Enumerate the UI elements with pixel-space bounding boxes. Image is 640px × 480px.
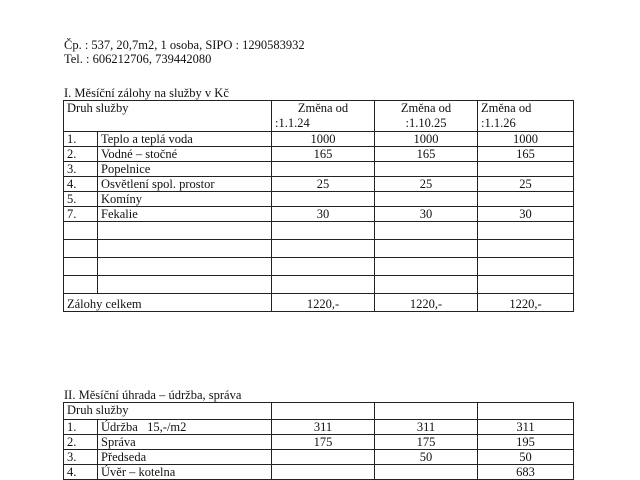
total-label: Zálohy celkem — [64, 294, 272, 312]
header-address-line: Čp. : 537, 20,7m2, 1 osoba, SIPO : 1290583932 — [64, 38, 305, 52]
row-service-name — [98, 222, 272, 240]
advance-payments-table — [63, 100, 574, 312]
row-value — [375, 258, 478, 276]
row-value: 1000 — [375, 132, 478, 147]
row-index: 4. — [64, 465, 98, 480]
table-row — [64, 177, 574, 192]
row-value — [478, 276, 574, 294]
row-value — [478, 258, 574, 276]
header-phone-line: Tel. : 606212706, 739442080 — [64, 52, 212, 66]
row-service-name: Osvětlení spol. prostor — [98, 177, 272, 192]
row-index: 1. — [64, 132, 98, 147]
total-value: 1220,- — [272, 294, 375, 312]
table-row — [64, 465, 574, 480]
row-value: 50 — [375, 450, 478, 465]
table-row — [64, 192, 574, 207]
column-header-change-1: Změna od :1.1.24 — [272, 101, 375, 132]
row-value — [375, 465, 478, 480]
column-header-empty — [478, 403, 574, 420]
column-header-empty — [272, 403, 375, 420]
row-value — [478, 162, 574, 177]
table-row — [64, 258, 574, 276]
row-value — [272, 192, 375, 207]
row-value: 50 — [478, 450, 574, 465]
row-value — [272, 162, 375, 177]
row-service-name: Fekalie — [98, 207, 272, 222]
table-row — [64, 420, 574, 435]
row-index: 3. — [64, 450, 98, 465]
row-index: 2. — [64, 435, 98, 450]
row-value — [478, 222, 574, 240]
row-value: 683 — [478, 465, 574, 480]
column-header-service: Druh služby — [64, 403, 272, 420]
row-service-name: Úvěr – kotelna — [98, 465, 272, 480]
column-header-service: Druh služby — [64, 101, 272, 132]
table-row — [64, 435, 574, 450]
row-value — [375, 240, 478, 258]
table-row — [64, 162, 574, 177]
row-index — [64, 240, 98, 258]
row-value: 311 — [272, 420, 375, 435]
table-header-row — [64, 403, 574, 420]
row-value: 30 — [272, 207, 375, 222]
row-index: 1. — [64, 420, 98, 435]
row-index: 2. — [64, 147, 98, 162]
row-value: 25 — [478, 177, 574, 192]
row-value: 195 — [478, 435, 574, 450]
row-index: 7. — [64, 207, 98, 222]
row-index — [64, 258, 98, 276]
row-value: 30 — [375, 207, 478, 222]
row-value: 311 — [375, 420, 478, 435]
row-value — [272, 258, 375, 276]
row-index: 5. — [64, 192, 98, 207]
row-value: 175 — [375, 435, 478, 450]
row-service-name: Komíny — [98, 192, 272, 207]
table-total-row — [64, 294, 574, 312]
row-service-name: Popelnice — [98, 162, 272, 177]
row-service-name: Správa — [98, 435, 272, 450]
row-service-name: Vodné – stočné — [98, 147, 272, 162]
table-row — [64, 240, 574, 258]
row-value — [272, 465, 375, 480]
total-value: 1220,- — [478, 294, 574, 312]
row-index — [64, 276, 98, 294]
row-value — [478, 240, 574, 258]
table-header-row — [64, 101, 574, 132]
column-header-change-3: Změna od :1.1.26 — [478, 101, 574, 132]
row-value: 30 — [478, 207, 574, 222]
row-value: 1000 — [478, 132, 574, 147]
row-value: 165 — [375, 147, 478, 162]
table-row — [64, 222, 574, 240]
row-value — [375, 192, 478, 207]
row-value: 25 — [375, 177, 478, 192]
row-value — [478, 192, 574, 207]
row-service-name: Údržba 15,-/m2 — [98, 420, 272, 435]
row-value: 165 — [272, 147, 375, 162]
row-service-name: Teplo a teplá voda — [98, 132, 272, 147]
row-value — [272, 276, 375, 294]
table-row — [64, 276, 574, 294]
row-service-name: Předseda — [98, 450, 272, 465]
row-value: 1000 — [272, 132, 375, 147]
row-service-name — [98, 240, 272, 258]
row-service-name — [98, 276, 272, 294]
section2-title: II. Měsíční úhrada – údržba, správa — [64, 388, 242, 402]
table-row — [64, 147, 574, 162]
row-value — [272, 450, 375, 465]
maintenance-table — [63, 402, 574, 480]
table-row — [64, 132, 574, 147]
row-value — [375, 162, 478, 177]
column-header-change-2: Změna od :1.10.25 — [375, 101, 478, 132]
row-value: 165 — [478, 147, 574, 162]
table-row — [64, 450, 574, 465]
row-value: 25 — [272, 177, 375, 192]
section1-title: I. Měsíční zálohy na služby v Kč — [64, 86, 229, 100]
row-value — [272, 222, 375, 240]
row-value: 175 — [272, 435, 375, 450]
row-value — [375, 222, 478, 240]
column-header-empty — [375, 403, 478, 420]
table-row — [64, 207, 574, 222]
total-value: 1220,- — [375, 294, 478, 312]
row-value — [272, 240, 375, 258]
row-index: 3. — [64, 162, 98, 177]
row-value — [375, 276, 478, 294]
row-index: 4. — [64, 177, 98, 192]
row-value: 311 — [478, 420, 574, 435]
row-index — [64, 222, 98, 240]
row-service-name — [98, 258, 272, 276]
